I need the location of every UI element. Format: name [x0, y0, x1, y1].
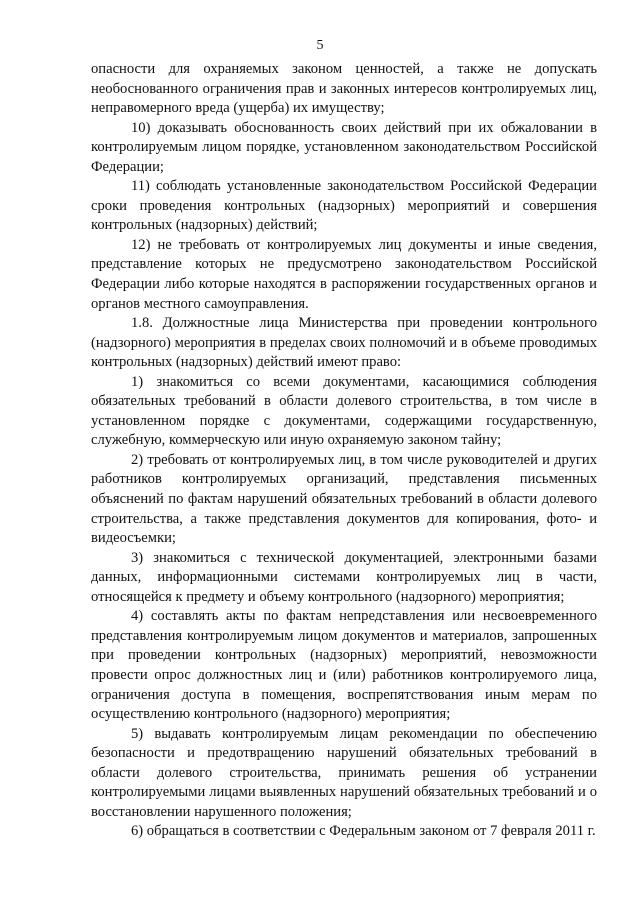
page-number: 5 — [316, 38, 324, 53]
paragraph-item-11: 11) соблюдать установленные законодательством Российской Федерации сроки проведения контрольных (надзорных) мероприятий и совершения контрольных (надзорных) действий; — [91, 178, 597, 234]
paragraph-right-2: 2) требовать от контролируемых лиц, в том числе руководителей и других работников контролируемых организаций, представления письменных объяснений по фактам нарушений обязательных требований в области долевого строительства, а также представления документов для копирования, фото- и видеосъемки; — [91, 451, 597, 547]
paragraph-right-1: 1) знакомиться со всеми документами, касающимися соблюдения обязательных требований в области долевого строительства, в том числе в установленном порядке с документами, содержащими государственную, служебную, коммерческую или иную охраняемую законом тайну; — [91, 373, 597, 449]
paragraph-continuation: опасности для охраняемых законом ценностей, а также не допускать необоснованного ограничения прав и законных интересов контролируемых лиц, неправомерного вреда (ущерба) их имуществу; — [91, 61, 597, 117]
paragraph-item-12: 12) не требовать от контролируемых лиц документы и иные сведения, представление которых не предусмотрено законодательством Российской Федерации либо которые находятся в распоряжении государственных органов и органов местного самоуправления. — [91, 236, 597, 312]
paragraph-right-6: 6) обращаться в соответствии с Федеральным законом от 7 февраля 2011 г. — [131, 823, 596, 840]
paragraph-right-5: 5) выдавать контролируемым лицам рекомендации по обеспечению безопасности и предотвращению нарушений обязательных требований в области долевого строительства, принимать решения об устранении контролируемыми лицами выявленных нарушений обязательных требований и о восстановлении нарушенного положения; — [91, 725, 597, 820]
paragraph-right-3: 3) знакомиться с технической документацией, электронными базами данных, информационными системами контролируемых лиц в части, относящейся к предмету и объему контрольного (надзорного) мероприятия; — [91, 549, 597, 605]
paragraph-right-4: 4) составлять акты по фактам непредставления или несвоевременного представления контролируемым лицом документов и материалов, запрошенных при проведении контрольных (надзорных) мероприятий, невозможности провести опрос должностных лиц и (или) работников контролируемого лица, ограничения доступа в помещения, воспрепятствования иным мерам по осуществлению контрольного (надзорного) мероприятия; — [91, 608, 597, 723]
paragraph-item-10: 10) доказывать обоснованность своих действий при их обжаловании в контролируемым лицом порядке, установленном законодательством Российской Федерации; — [91, 119, 597, 175]
document-body — [91, 60, 597, 842]
paragraph-section-1-8: 1.8. Должностные лица Министерства при проведении контрольного (надзорного) мероприятия в пределах своих полномочий и в объеме проводимых контрольных (надзорных) действий имеют право: — [91, 315, 597, 371]
